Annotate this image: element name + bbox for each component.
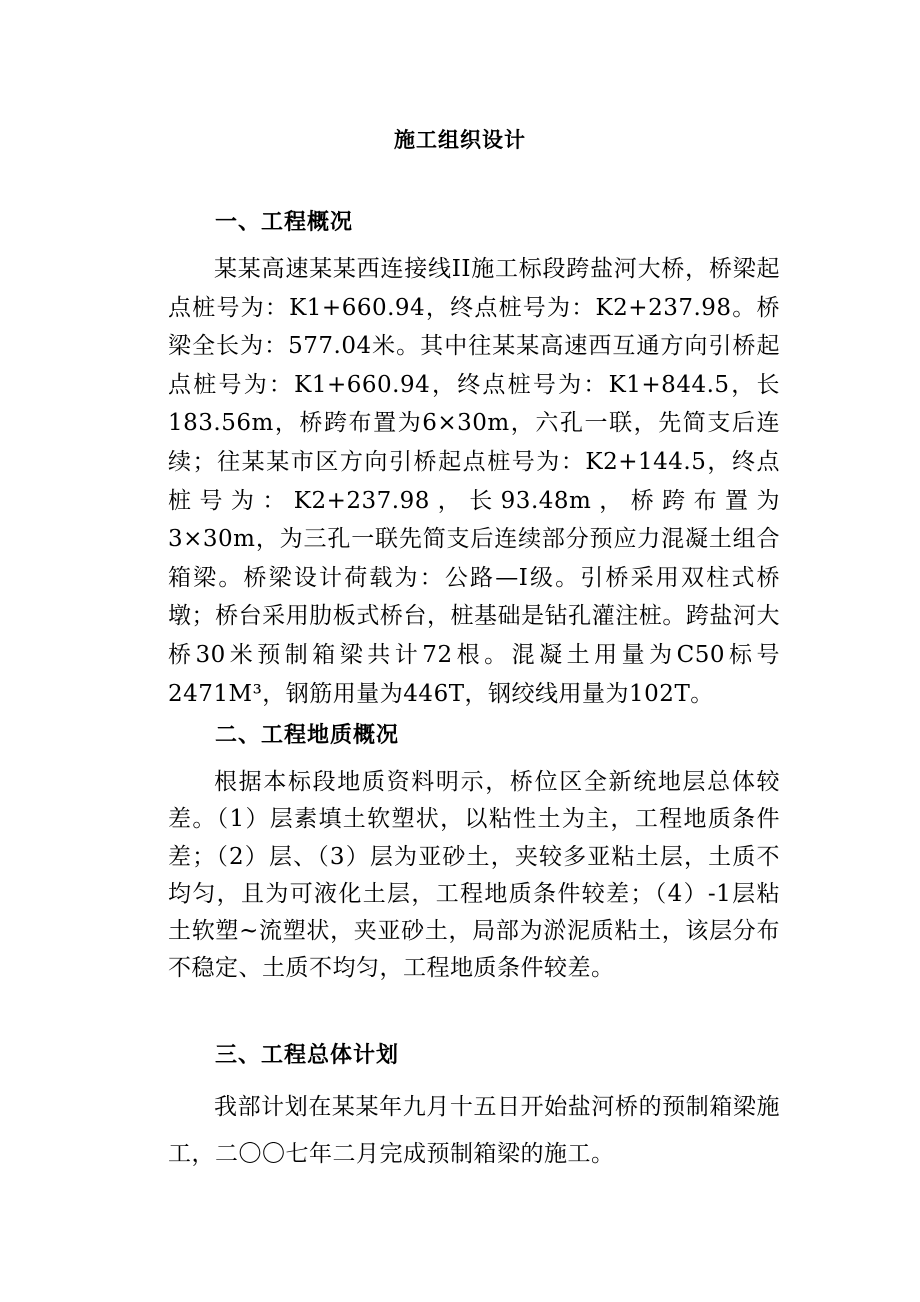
section-heading-plan: 三、工程总体计划 — [215, 1043, 400, 1068]
section-paragraph-geology: 根据本标段地质资料明示，桥位区全新统地层总体较差。（1）层素填土软塑状，以粘性土为主，工程地质条件差；（2）层、（3）层为亚砂土，夹较多亚粘土层，土质不均匀，且为可液化土层，工程地质条件较差；（4）-1层粘土软塑~流塑状，夹亚砂土，局部为淤泥质粘土，该层分布不稳定、土质不均匀，工程地质条件较差。 — [168, 769, 780, 982]
document-title: 施工组织设计 — [394, 128, 526, 152]
section-paragraph-plan: 我部计划在某某年九月十五日开始盐河桥的预制箱梁施工，二〇〇七年二月完成预制箱梁的施工。 — [168, 1094, 780, 1167]
section-heading-overview: 一、工程概况 — [215, 210, 354, 235]
section-heading-geology: 二、工程地质概况 — [215, 723, 400, 748]
section-paragraph-overview: 某某高速某某西连接线II施工标段跨盐河大桥，桥梁起点桩号为：K1+660.94，终点桩号为：K2+237.98。桥梁全长为：577.04米。其中往某某高速西互通方向引桥起点桩号为：K1+660.94，终点桩号为：K1+844.5，长183.56m，桥跨布置为6×30m，六孔一联，先简支后连续；往某某市区方向引桥起点桩号为：K2+144.5，终点桩号为：K2+237.98，长93.48m，桥跨布置为3×30m，为三孔一联先简支后连续部分预应力混凝土组合箱梁。桥梁设计荷载为：公路—I级。引桥采用双柱式桥墩；桥台采用肋板式桥台，桩基础是钻孔灌注桩。跨盐河大桥30米预制箱梁共计72根。混凝土用量为C50标号2471M³，钢筋用量为446T，钢绞线用量为102T。 — [168, 256, 780, 707]
